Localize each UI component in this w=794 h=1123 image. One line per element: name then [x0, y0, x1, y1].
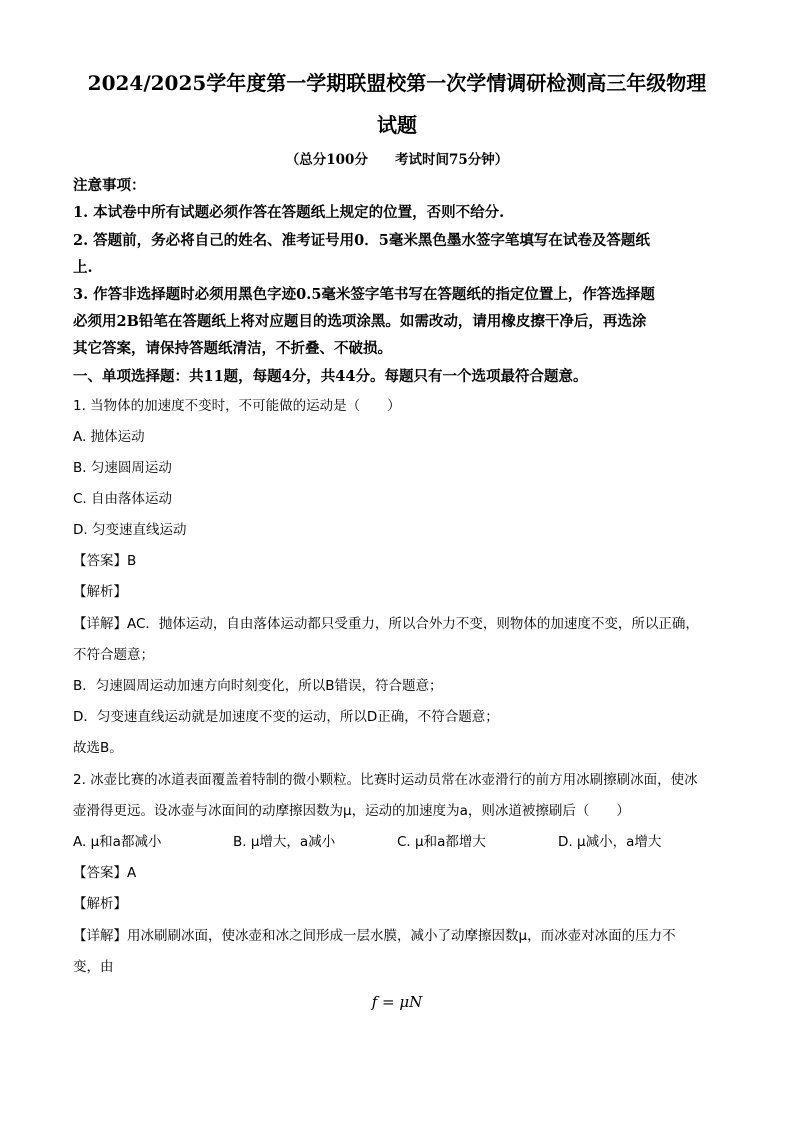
q2-detail-line2: 变，由 [73, 959, 114, 975]
q2-option-c: C. μ和a都增大 [397, 834, 486, 850]
q1-detail-line2: 不符合题意； [73, 647, 154, 663]
q1-stem: 1. 当物体的加速度不变时，不可能做的运动是（ ） [73, 398, 401, 414]
q1-detail-line1: 【详解】AC．抛体运动，自由落体运动都只受重力，所以合外力不变，则物体的加速度不变，所以正确， [73, 616, 699, 632]
exam-subtitle: （总分100分 考试时间75分钟） [285, 152, 509, 168]
section-heading: 一、单项选择题：共11题，每题4分，共44分。每题只有一个选项最符合题意。 [73, 368, 588, 385]
notice-item-3-line2: 必须用2B铅笔在答题纸上将对应题目的选项涂黑。如需改动，请用橡皮擦干净后，再选涂 [73, 313, 647, 330]
q2-option-b: B. μ增大，a减小 [233, 834, 336, 850]
q2-stem-line1: 2. 冰壶比赛的冰道表面覆盖着特制的微小颗粒。比赛时运动员常在冰壶滑行的前方用冰刷擦刷冰面，使冰 [73, 772, 698, 788]
notice-item-1: 1. 本试卷中所有试题必须作答在答题纸上规定的位置，否则不给分. [73, 204, 505, 221]
q1-option-a: A. 抛体运动 [73, 429, 145, 445]
exam-title-line1: 2024/2025学年度第一学期联盟校第一次学情调研检测高三年级物理 [87, 71, 707, 95]
q2-formula: f = μN [371, 993, 423, 1011]
notice-item-3-line1: 3. 作答非选择题时必须用黑色字迹0.5毫米签字笔书写在答题纸的指定位置上，作答选择题 [73, 286, 655, 303]
q1-option-c: C. 自由落体运动 [73, 491, 173, 507]
notice-heading: 注意事项： [73, 177, 146, 194]
q1-detail-line4: D．匀变速直线运动就是加速度不变的运动，所以D正确，不符合题意； [73, 709, 499, 725]
notice-item-2-line2: 上. [73, 259, 93, 276]
q2-options-row [73, 832, 723, 852]
q1-analysis-label: 【解析】 [73, 584, 127, 600]
q1-detail-line3: B．匀速圆周运动加速方向时刻变化，所以B错误，符合题意； [73, 678, 443, 694]
q1-option-d: D. 匀变速直线运动 [73, 522, 187, 538]
q2-detail-line1: 【详解】用冰刷刷冰面，使冰壶和冰之间形成一层水膜，减小了动摩擦因数μ，而冰壶对冰面的压力不 [73, 928, 676, 944]
notice-item-2-line1: 2. 答题前，务必将自己的姓名、准考证号用0．5毫米黑色墨水签字笔填写在试卷及答题纸 [73, 232, 650, 249]
q1-answer: 【答案】B [73, 553, 137, 569]
exam-title-line2: 试题 [377, 113, 417, 137]
q1-conclusion: 故选B。 [73, 740, 123, 756]
q2-stem-line2: 壶滑得更远。设冰壶与冰面间的动摩擦因数为μ，运动的加速度为a，则冰道被擦刷后（ ） [73, 803, 630, 819]
q2-analysis-label: 【解析】 [73, 896, 127, 912]
q2-option-d: D. μ减小，a增大 [558, 834, 662, 850]
notice-item-3-line3: 其它答案，请保持答题纸清洁，不折叠、不破损。 [73, 340, 392, 357]
q2-option-a: A. μ和a都减小 [73, 834, 162, 850]
q2-answer: 【答案】A [73, 865, 137, 881]
q1-option-b: B. 匀速圆周运动 [73, 460, 172, 476]
